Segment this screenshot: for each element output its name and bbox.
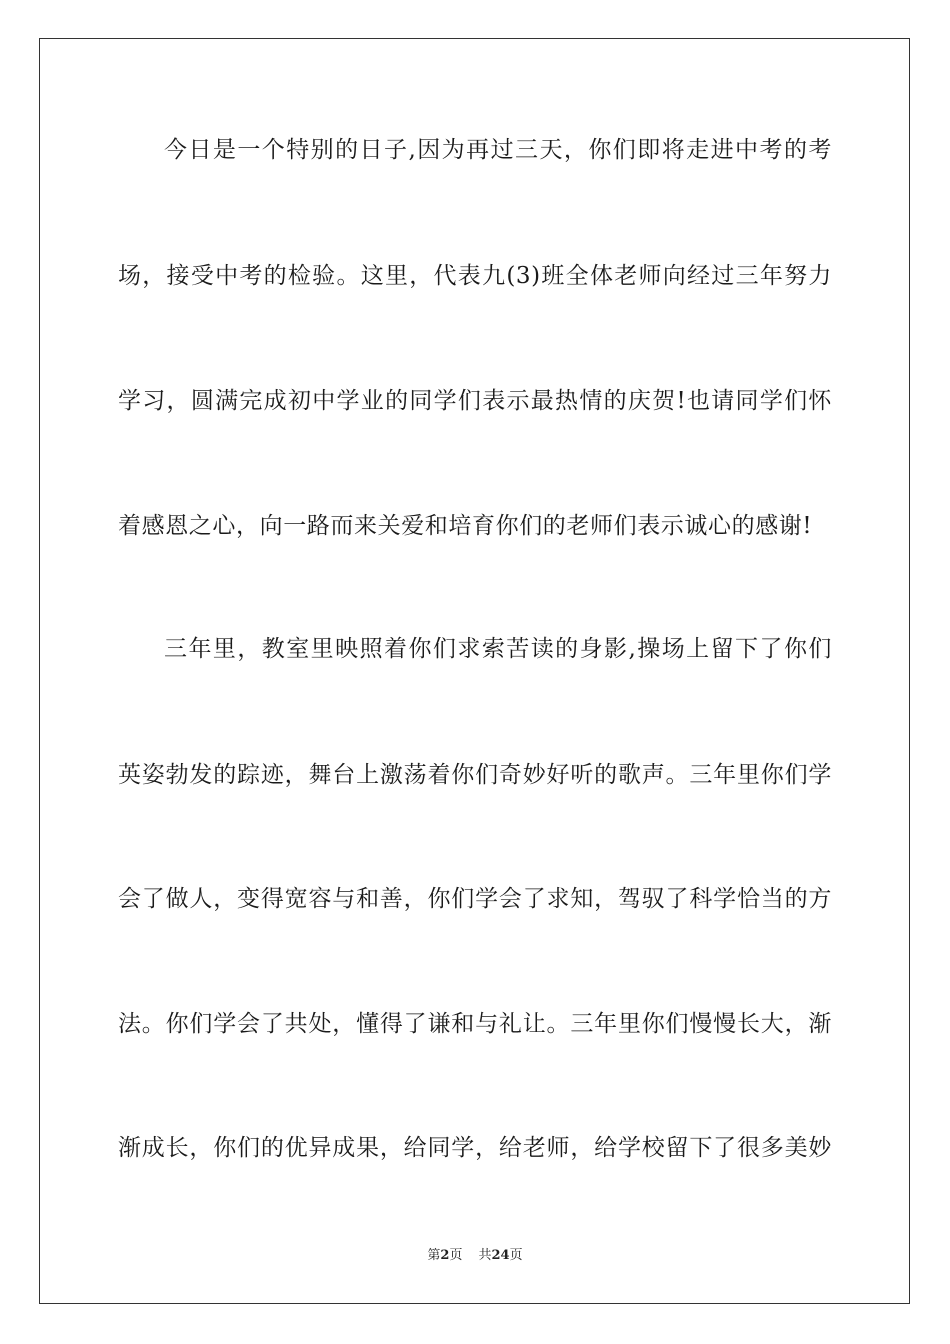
total-prefix: 共	[478, 1248, 492, 1263]
paragraph-2-line-1: 三年里，教室里映照着你们求索苦读的身影,操场上留下了你们	[164, 636, 832, 662]
page-number: 2	[440, 1248, 450, 1263]
paragraph-1-line-1: 今日是一个特别的日子,因为再过三天，你们即将走进中考的考	[164, 137, 832, 163]
paragraph-2-line-4: 法。你们学会了共处，懂得了谦和与礼让。三年里你们慢慢长大，渐	[118, 1011, 832, 1037]
page-suffix: 页	[449, 1248, 463, 1263]
paragraph-1-line-3: 学习，圆满完成初中学业的同学们表示最热情的庆贺!也请同学们怀	[118, 388, 832, 414]
paragraph-2-line-2: 英姿勃发的踪迹，舞台上激荡着你们奇妙好听的歌声。三年里你们学	[118, 762, 832, 788]
page-border	[39, 38, 910, 1304]
paragraph-1-line-4: 着感恩之心，向一路而来关爱和培育你们的老师们表示诚心的感谢!	[118, 513, 813, 539]
total-suffix: 页	[509, 1248, 523, 1263]
page-footer	[0, 1247, 950, 1265]
paragraph-1-line-2: 场，接受中考的检验。这里，代表九(3)班全体老师向经过三年努力	[118, 263, 832, 289]
paragraph-2-line-5: 渐成长，你们的优异成果，给同学，给老师，给学校留下了很多美妙	[118, 1135, 832, 1161]
paragraph-2-line-3: 会了做人，变得宽容与和善，你们学会了求知，驾驭了科学恰当的方	[118, 886, 832, 912]
total-pages: 24	[491, 1248, 510, 1263]
page-prefix: 第	[427, 1248, 441, 1263]
